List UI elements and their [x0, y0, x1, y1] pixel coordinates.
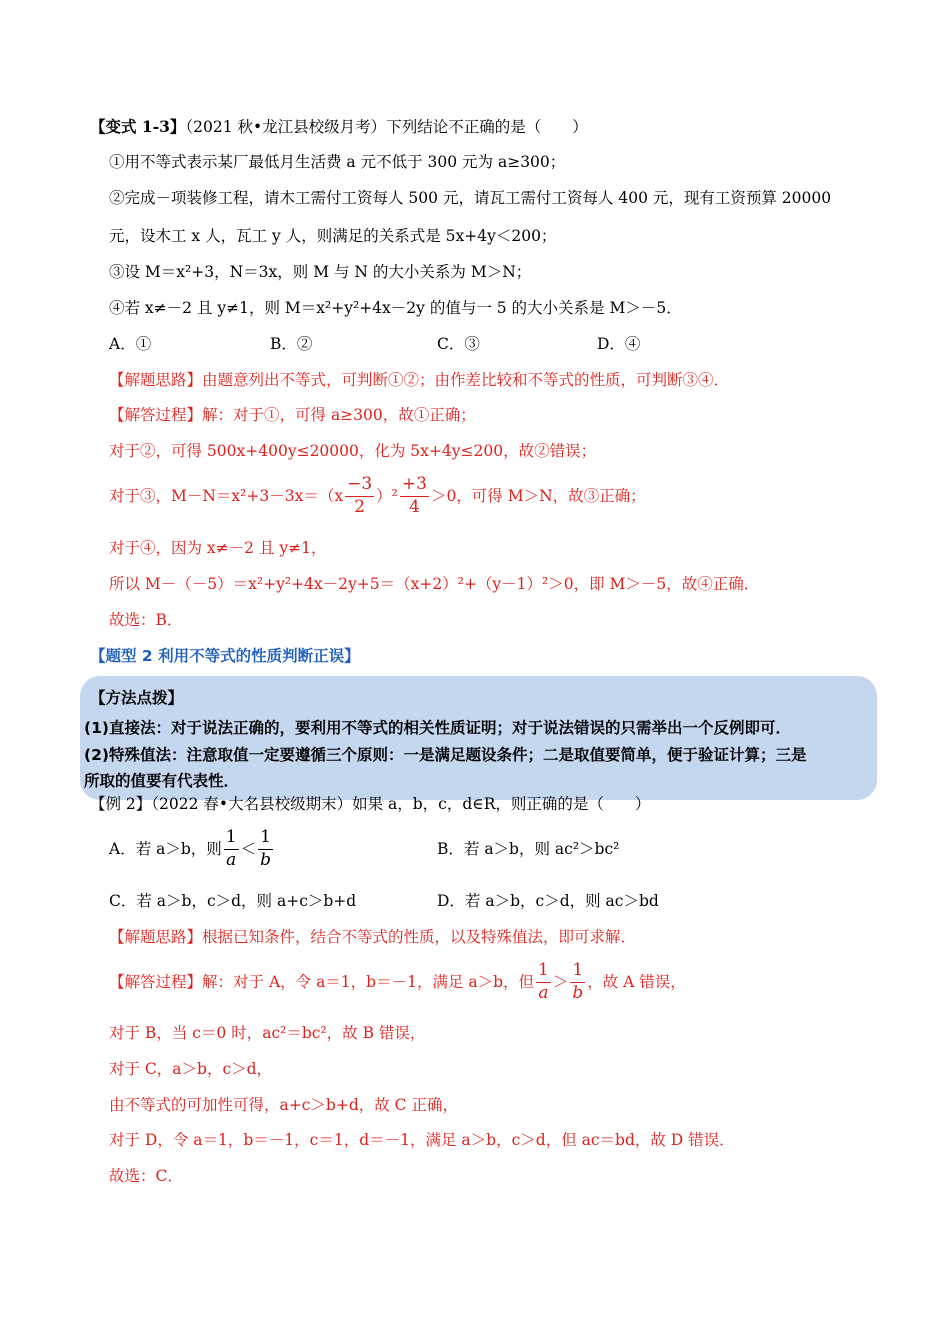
fraction-numerator: 1	[224, 829, 239, 850]
variant-option-b: B．②	[270, 335, 313, 353]
example2-source: （2022 春•大名县校级期末）	[151, 795, 353, 813]
example2-option-a	[109, 829, 275, 870]
variant-process-1	[109, 408, 476, 424]
section-title: 【题型 2 利用不等式的性质判断正误】	[90, 647, 360, 665]
example2-option-c: C．若 a＞b，c＞d，则 a+c＞b+d	[109, 892, 357, 910]
variant-idea-text: 由题意列出不等式，可判断①②；由作差比较和不等式的性质，可判断③④．	[202, 371, 730, 389]
variant-item-1: ①用不等式表示某厂最低月生活费 a 元不低于 300 元为 a≥300；	[109, 153, 566, 171]
variant-process-3	[109, 476, 646, 517]
fraction-numerator: 1	[258, 829, 273, 850]
variant-process-4: 对于④，因为 x≠－2 且 y≠1，	[109, 539, 327, 557]
example2-header	[90, 797, 650, 813]
variant-item-3: ③设 M＝x²+3，N＝3x，则 M 与 N 的大小关系为 M＞N；	[109, 263, 532, 281]
example2-option-b: B．若 a＞b，则 ac²＞bc²	[437, 840, 620, 858]
variant-process-1-text: 解：对于①，可得 a≥300，故①正确；	[202, 406, 476, 424]
example2-process-1-post: ，故 A 错误，	[587, 972, 686, 991]
fraction-numerator: −3	[345, 476, 374, 497]
fraction-denominator: 4	[408, 496, 420, 517]
variant-fraction-2	[400, 476, 429, 517]
fraction-denominator: b	[572, 982, 584, 1003]
variant-fraction-1	[345, 476, 374, 517]
example2-process-tag: 【解答过程】	[109, 972, 203, 991]
variant-process-3-mid: ）²	[376, 486, 398, 505]
variant-option-a: A．①	[109, 335, 152, 353]
method-box-title: 【方法点拨】	[90, 689, 184, 707]
variant-process-3-post: ＞0，可得 M＞N，故③正确；	[430, 486, 646, 505]
variant-process-tag: 【解答过程】	[109, 406, 203, 424]
process-relation: ＞	[552, 972, 569, 991]
variant-question: 下列结论不正确的是（ ）	[386, 118, 588, 136]
option-a-fraction-2	[258, 829, 273, 870]
variant-answer: 故选：B．	[109, 611, 183, 629]
variant-source: （2021 秋•龙江县校级月考）	[185, 118, 387, 136]
fraction-denominator: a	[538, 982, 549, 1003]
variant-idea	[109, 373, 729, 389]
process-fraction-2	[570, 962, 585, 1003]
variant-label: 【变式 1-3】	[90, 117, 186, 136]
fraction-denominator: b	[260, 849, 271, 870]
method-box-line-3: 所取的值要有代表性．	[84, 772, 240, 790]
variant-process-3-pre: 对于③，M－N＝x²+3－3x＝（x	[109, 486, 344, 505]
example2-process-2: 对于 B，当 c＝0 时，ac²＝bc²，故 B 错误，	[109, 1024, 426, 1042]
example2-process-3: 对于 C，a＞b，c＞d，	[109, 1060, 273, 1078]
variant-option-d: D．④	[597, 335, 641, 353]
variant-item-4: ④若 x≠－2 且 y≠1，则 M＝x²+y²+4x－2y 的值与一 5 的大小关系是 M＞－5．	[109, 299, 682, 317]
example2-process-1	[109, 962, 686, 1003]
variant-idea-tag: 【解题思路】	[109, 371, 203, 389]
example2-process-5: 对于 D，令 a＝1，b＝－1，c＝1，d＝－1，满足 a＞b，c＞d，但 ac＝bd，故 D 错误．	[109, 1131, 735, 1149]
example2-idea-tag: 【解题思路】	[109, 928, 203, 946]
example2-answer: 故选：C．	[109, 1167, 183, 1185]
process-fraction-1	[536, 962, 551, 1003]
variant-process-2: 对于②，可得 500x+400y≤20000，化为 5x+4y≤200，故②错误；	[109, 442, 597, 460]
example2-idea	[109, 930, 636, 946]
variant-option-c: C．③	[437, 335, 480, 353]
fraction-denominator: a	[226, 849, 237, 870]
variant-item-2-line-2: 元，设木工 x 人，瓦工 y 人，则满足的关系式是 5x+4y＜200；	[109, 227, 557, 245]
fraction-numerator: +3	[400, 476, 429, 497]
variant-process-5: 所以 M－（－5）＝x²+y²+4x－2y+5＝（x+2）²+（y－1）²＞0，即 M＞－5，故④正确．	[109, 575, 760, 593]
fraction-denominator: 2	[354, 496, 366, 517]
example2-process-1-pre: 解：对于 A，令 a＝1，b＝－1，满足 a＞b，但	[202, 972, 535, 991]
variant-item-2-line-1: ②完成－项装修工程，请木工需付工资每人 500 元，请瓦工需付工资每人 400 元，现有工资预算 20000	[109, 189, 832, 207]
example2-idea-text: 根据已知条件，结合不等式的性质，以及特殊值法，即可求解．	[202, 928, 637, 946]
fraction-numerator: 1	[536, 962, 551, 983]
example2-label: 【例 2】	[90, 795, 152, 813]
option-a-fraction-1	[224, 829, 239, 870]
example2-question: 如果 a，b，c，d∈R，则正确的是（ ）	[352, 795, 651, 813]
method-box-line-1: (1)直接法：对于说法正确的，要利用不等式的相关性质证明；对于说法错误的只需举出一个反例即可．	[84, 719, 791, 737]
variant-header	[90, 119, 588, 136]
option-a-text: A．若 a＞b，则	[109, 839, 222, 858]
method-box-line-2: (2)特殊值法：注意取值一定要遵循三个原则：一是满足题设条件；二是取值要简单，便于验证计算；三是	[84, 746, 807, 764]
example2-option-d: D．若 a＞b，c＞d，则 ac＞bd	[437, 892, 659, 910]
fraction-numerator: 1	[570, 962, 585, 983]
example2-process-4: 由不等式的可加性可得，a+c＞b+d，故 C 正确，	[109, 1096, 458, 1114]
option-a-relation: ＜	[240, 839, 257, 858]
